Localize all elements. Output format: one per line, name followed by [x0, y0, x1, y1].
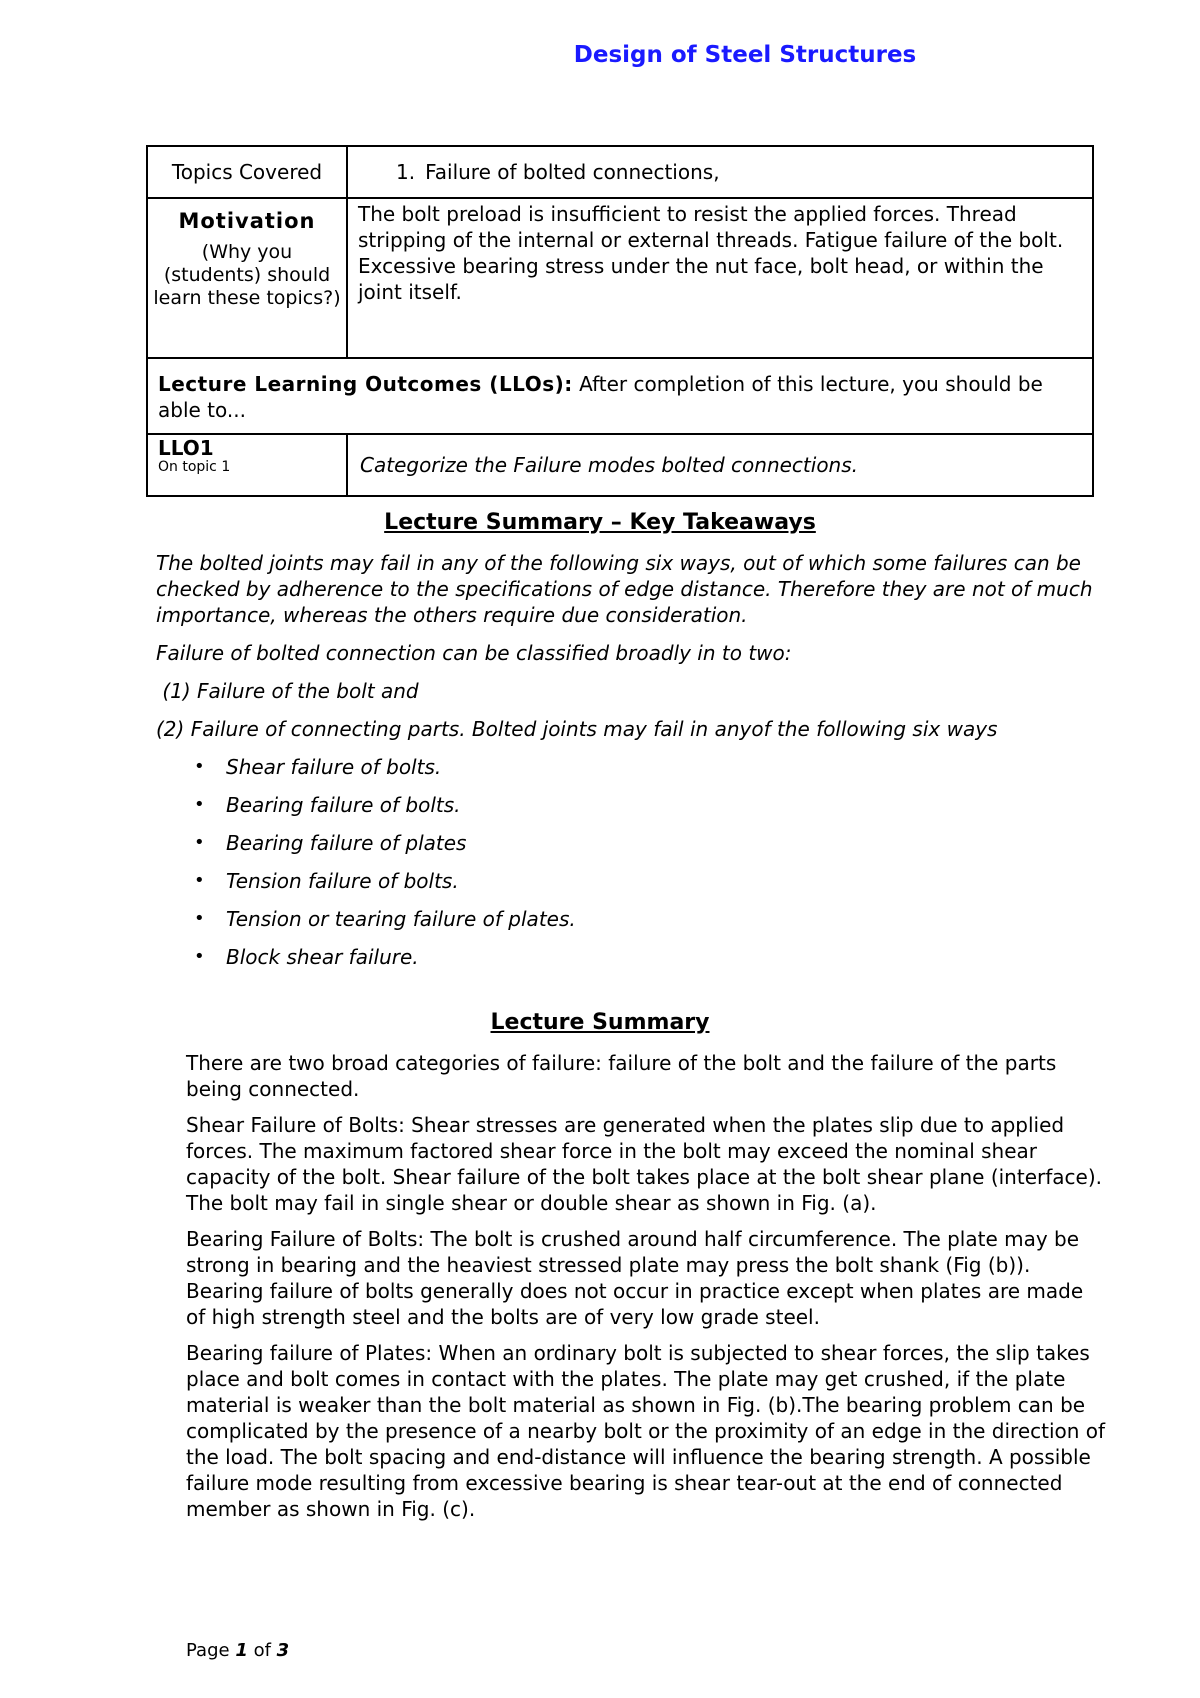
- llo-heading: [147, 358, 1093, 434]
- list-item: [156, 868, 1096, 906]
- page-total: 3: [276, 1640, 290, 1661]
- list-item: [156, 754, 1096, 792]
- failure-modes-list: [156, 754, 1096, 982]
- document-title: Design of Steel Structures: [573, 42, 917, 68]
- topics-value: [347, 146, 1093, 198]
- page-number: 1: [235, 1640, 248, 1661]
- llo-heading-row: [147, 358, 1093, 434]
- llo-row: [147, 434, 1093, 496]
- list-item: [156, 830, 1096, 868]
- summary-paragraph: Bearing failure of Plates: When an ordinary bolt is subjected to shear forces, the slip takes place and bolt comes in contact with the plates. The plate may get crushed, if the plate material is weaker than the bolt material as shown in Fig. (b).The bearing problem can be complicated by the presence of a nearby bolt or the proximity of an edge in the direction of the load. The bolt spacing and end-distance will influence the bearing strength. A possible failure mode resulting from excessive bearing is shear tear-out at the end of connected member as shown in Fig. (c).: [186, 1341, 1106, 1521]
- llo-topic: On topic 1: [158, 459, 231, 475]
- takeaway-para-3: (1) Failure of the bolt and: [156, 679, 419, 703]
- page-footer: [186, 1640, 289, 1661]
- lecture-summary-heading: Lecture Summary: [490, 1010, 710, 1035]
- list-item: [156, 792, 1096, 830]
- llo-code: LLO1: [158, 436, 214, 460]
- key-takeaways-heading: Lecture Summary – Key Takeaways: [384, 510, 816, 535]
- llo-id-cell: [147, 434, 347, 496]
- takeaway-para-1: The bolted joints may fail in any of the following six ways, out of which some failures can be checked by adherence to the specifications of edge distance. Therefore they are not of much importance, whereas the others require due consideration.: [156, 551, 1093, 627]
- list-item: [156, 906, 1096, 944]
- list-item-text: Bearing failure of bolts.: [226, 793, 461, 817]
- list-item-text: Tension or tearing failure of plates.: [226, 907, 576, 931]
- motivation-row: [147, 198, 1093, 358]
- motivation-text: The bolt preload is insufficient to resist the applied forces. Thread stripping of the internal or external threads. Fatigue failure of the bolt. Excessive bearing stress under the nut face, bolt head, or within the joint itself.: [347, 198, 1093, 358]
- motivation-subtitle: (Why you (students) should learn these topics?): [153, 241, 341, 309]
- bullet-glyph: •: [194, 832, 205, 853]
- motivation-label-cell: [147, 198, 347, 358]
- takeaway-para-4: (2) Failure of connecting parts. Bolted joints may fail in anyof the following six ways: [156, 717, 998, 741]
- takeaway-para-2: Failure of bolted connection can be classified broadly in to two:: [156, 641, 792, 665]
- motivation-title: Motivation: [178, 209, 316, 233]
- topic-number: 1.: [396, 160, 416, 184]
- list-item-text: Tension failure of bolts.: [226, 869, 459, 893]
- bullet-glyph: •: [194, 908, 205, 929]
- summary-paragraph: Bearing Failure of Bolts: The bolt is crushed around half circumference. The plate may be strong in bearing and the heaviest stressed plate may press the bolt shank (Fig (b)). Bearing failure of bolts generally does not occur in practice except when plates are made of high strength steel and the bolts are of very low grade steel.: [186, 1227, 1084, 1329]
- bullet-glyph: •: [194, 946, 205, 967]
- summary-paragraph: Shear Failure of Bolts: Shear stresses are generated when the plates slip due to applied forces. The maximum factored shear force in the bolt may exceed the nominal shear capacity of the bolt. Shear failure of the bolt takes place at the bolt shear plane (interface). The bolt may fail in single shear or double shear as shown in Fig. (a).: [186, 1113, 1102, 1215]
- summary-paragraph: There are two broad categories of failure: failure of the bolt and the failure of the parts being connected.: [186, 1051, 1057, 1101]
- llo-text: Categorize the Failure modes bolted connections.: [347, 434, 1093, 496]
- page-word: Page: [186, 1640, 236, 1661]
- list-item-text: Block shear failure.: [226, 945, 419, 969]
- bullet-glyph: •: [194, 756, 205, 777]
- llo-heading-bold: Lecture Learning Outcomes (LLOs):: [158, 372, 573, 396]
- list-item-text: Shear failure of bolts.: [226, 755, 442, 779]
- bullet-glyph: •: [194, 794, 205, 815]
- key-takeaways-body: [156, 550, 1096, 982]
- of-word: of: [247, 1640, 277, 1661]
- llo-heading-rest: After completion of this lecture, you should be able to...: [158, 372, 1043, 422]
- topics-label: Topics Covered: [147, 146, 347, 198]
- topic-text: Failure of bolted connections,: [425, 160, 720, 184]
- list-item-text: Bearing failure of plates: [226, 831, 467, 855]
- lecture-info-table: [146, 145, 1094, 497]
- list-item: [156, 944, 1096, 982]
- lecture-summary-body: [186, 1050, 1106, 1532]
- topics-row: [147, 146, 1093, 198]
- bullet-glyph: •: [194, 870, 205, 891]
